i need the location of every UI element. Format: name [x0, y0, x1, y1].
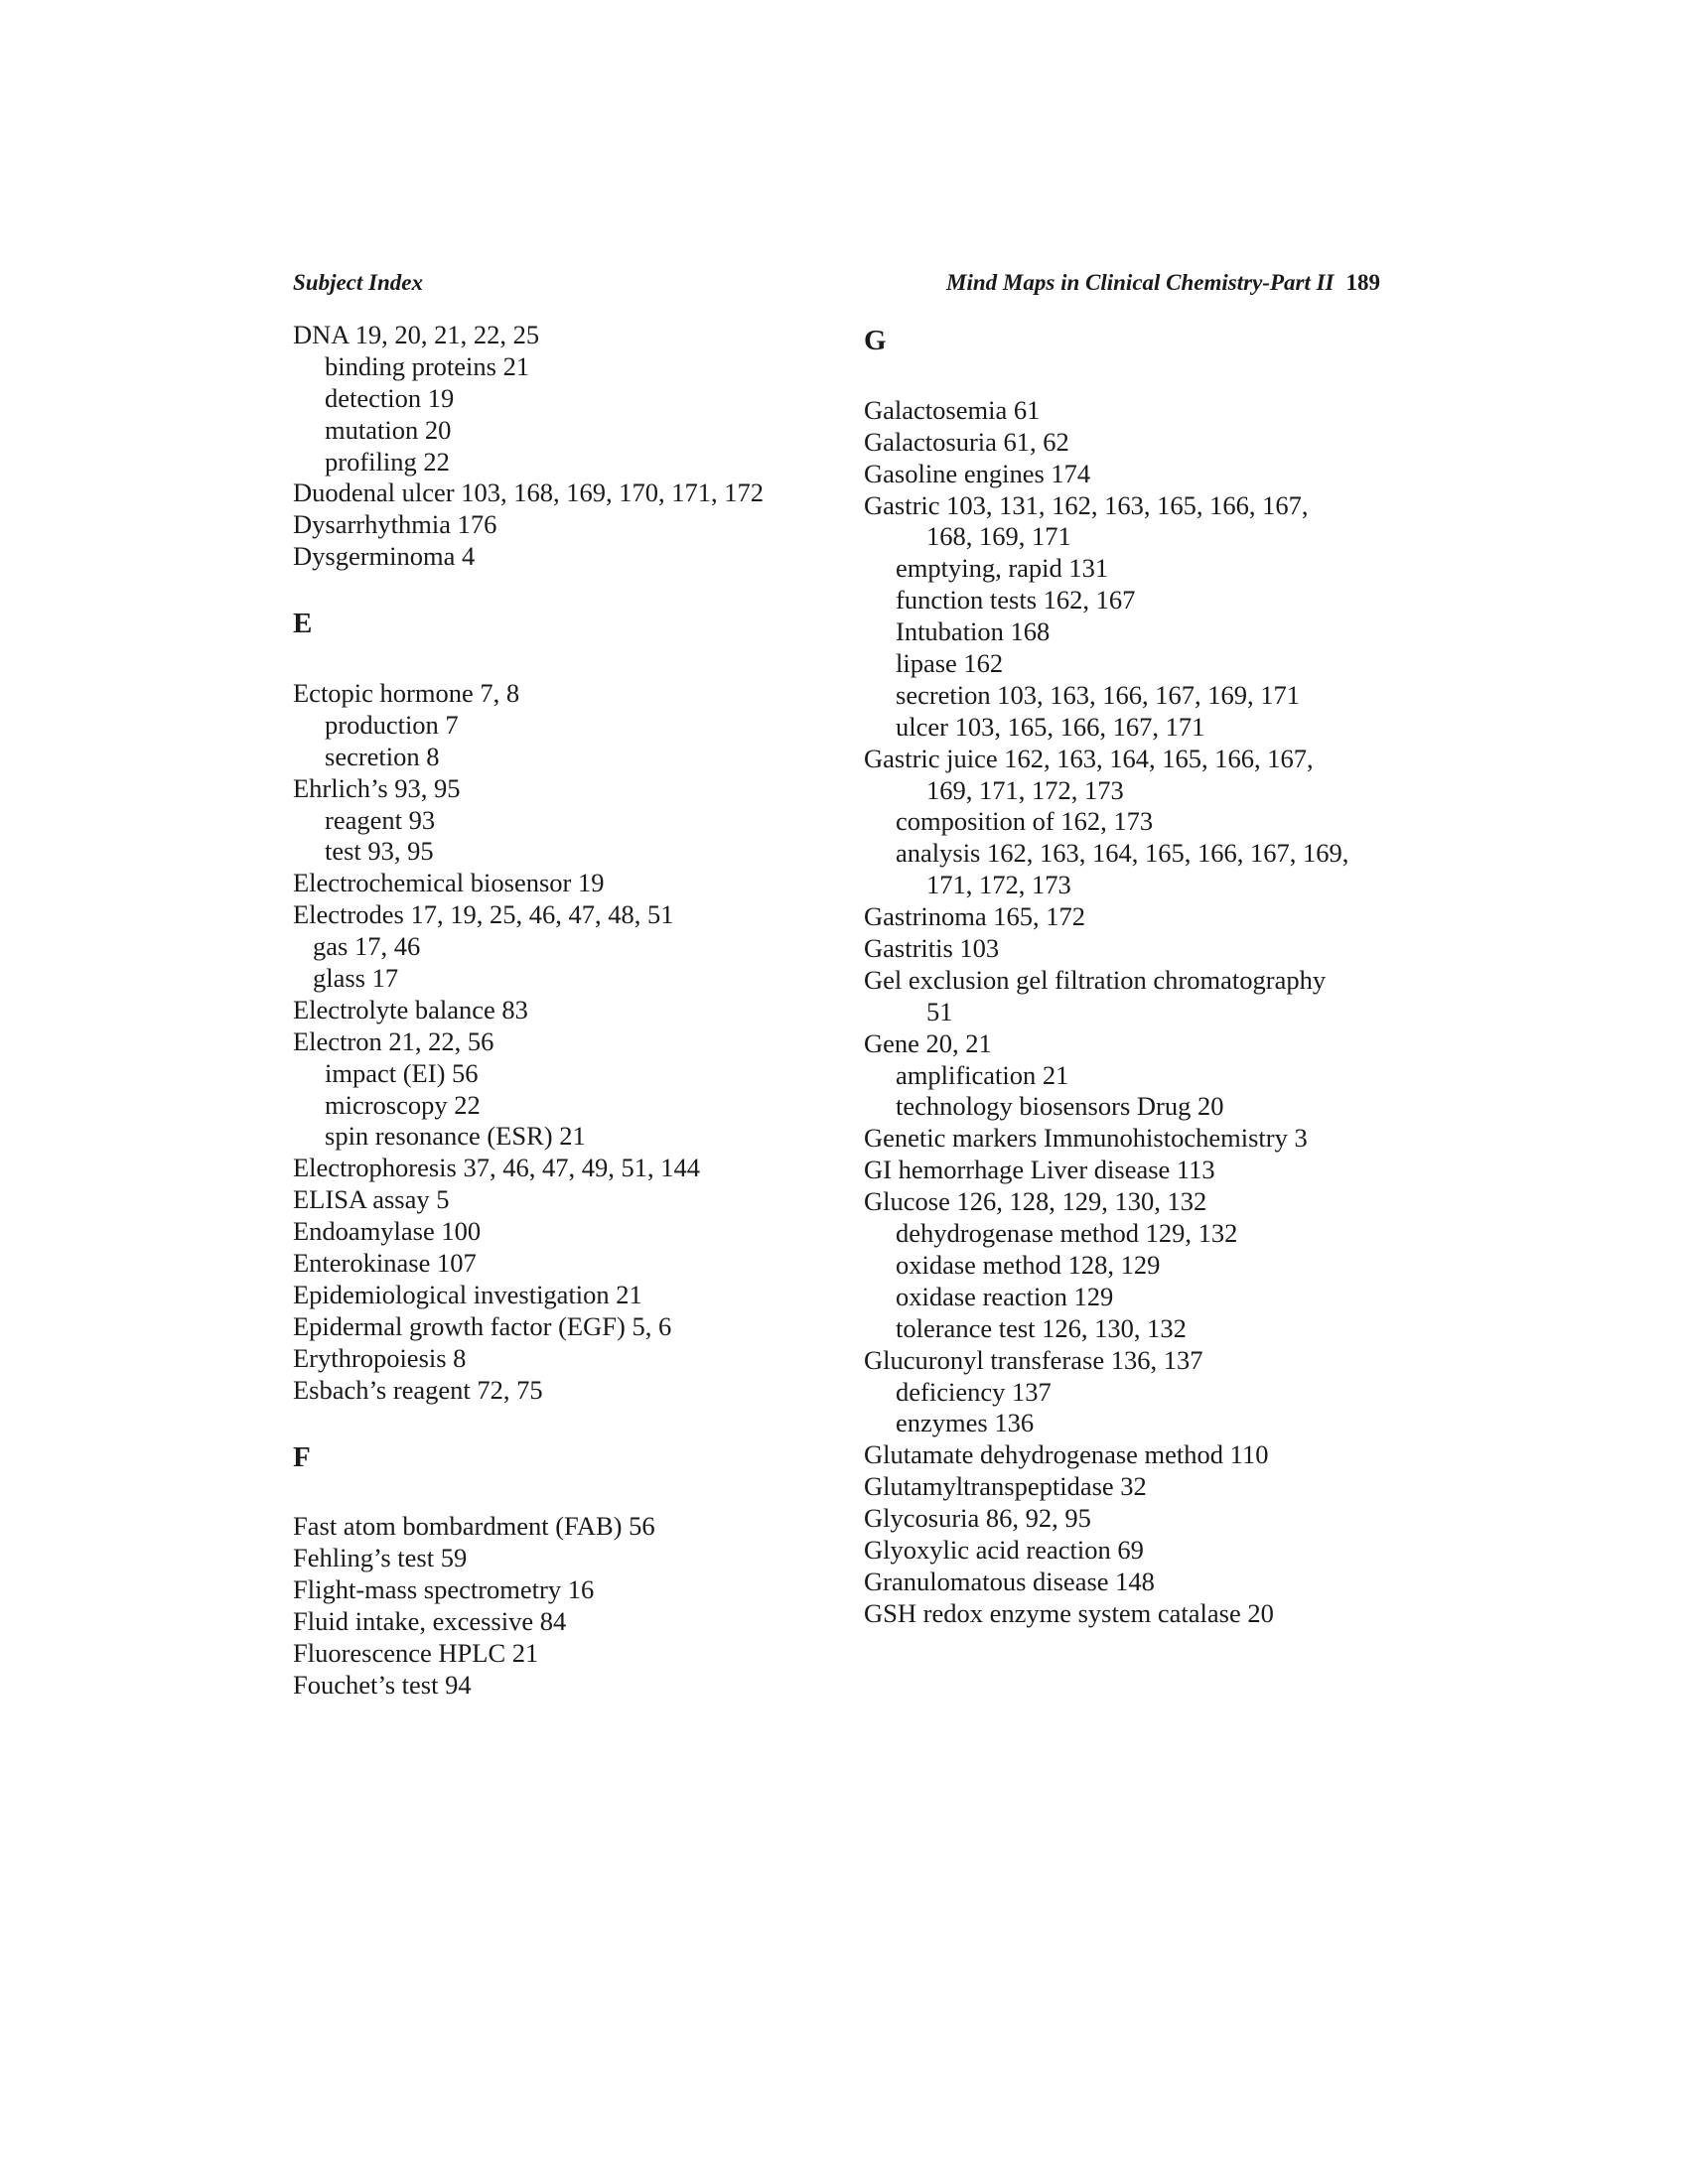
index-subentry: function tests 162, 167 — [896, 585, 1136, 615]
index-subentry: secretion 103, 163, 166, 167, 169, 171 — [896, 679, 1301, 710]
index-entry: Glyoxylic acid reaction 69 — [864, 1534, 1144, 1565]
index-entry: Ectopic hormone 7, 8 — [293, 678, 520, 709]
index-entry-continuation: 169, 171, 172, 173 — [926, 774, 1124, 805]
section-letter-heading: E — [293, 608, 313, 640]
index-entry: Glucuronyl transferase 136, 137 — [864, 1344, 1203, 1375]
index-entry: Esbach’s reagent 72, 75 — [293, 1374, 543, 1405]
index-entry-continuation: 51 — [926, 996, 953, 1026]
index-entry: Gasoline engines 174 — [864, 458, 1091, 488]
index-subentry: composition of 162, 173 — [896, 806, 1154, 837]
index-subentry: emptying, rapid 131 — [896, 553, 1109, 584]
index-subentry: lipase 162 — [896, 648, 1004, 679]
index-entry: Dysgerminoma 4 — [293, 541, 476, 572]
index-entry: DNA 19, 20, 21, 22, 25 — [293, 320, 540, 349]
index-subentry: analysis 162, 163, 164, 165, 166, 167, 169, — [896, 838, 1349, 869]
index-entry: Glutamate dehydrogenase method 110 — [864, 1439, 1269, 1470]
index-entry: Gastric 103, 131, 162, 163, 165, 166, 167, — [864, 489, 1309, 520]
index-entry: Electrophoresis 37, 46, 47, 49, 51, 144 — [293, 1153, 700, 1183]
index-entry: GI hemorrhage Liver disease 113 — [864, 1155, 1215, 1185]
section-letter-heading: F — [293, 1440, 311, 1473]
index-subentry: enzymes 136 — [896, 1408, 1035, 1438]
index-entry: Gene 20, 21 — [864, 1027, 992, 1058]
index-subentry: test 93, 95 — [325, 836, 434, 867]
page-header — [293, 270, 1380, 306]
index-subentry: binding proteins 21 — [325, 350, 530, 381]
index-subentry: amplification 21 — [896, 1059, 1069, 1090]
index-entry: Dysarrhythmia 176 — [293, 509, 497, 540]
running-head-right — [946, 270, 1380, 296]
index-entry: Electron 21, 22, 56 — [293, 1025, 494, 1056]
book-title: Mind Maps in Clinical Chemistry-Part II — [946, 270, 1335, 295]
index-entry: Genetic markers Immunohistochemistry 3 — [864, 1123, 1308, 1154]
index-entry-continuation: 171, 172, 173 — [926, 870, 1071, 900]
index-entry: Galactosuria 61, 62 — [864, 426, 1069, 457]
index-entry: Flight-mass spectrometry 16 — [293, 1574, 595, 1605]
index-entry: Duodenal ulcer 103, 168, 169, 170, 171, 172 — [293, 478, 764, 508]
index-subentry: Intubation 168 — [896, 616, 1051, 647]
index-subentry: microscopy 22 — [325, 1089, 481, 1120]
index-subentry: tolerance test 126, 130, 132 — [896, 1312, 1187, 1343]
index-subentry: deficiency 137 — [896, 1376, 1052, 1407]
index-entry: Gastrinoma 165, 172 — [864, 901, 1086, 932]
index-entry: Granulomatous disease 148 — [864, 1566, 1155, 1596]
index-entry: Fluid intake, excessive 84 — [293, 1606, 567, 1637]
index-subentry: secretion 8 — [325, 741, 440, 771]
index-entry: Endoamylase 100 — [293, 1216, 482, 1247]
index-subentry: glass 17 — [313, 963, 399, 994]
index-entry: Electrochemical biosensor 19 — [293, 868, 605, 898]
index-subentry: production 7 — [325, 709, 459, 740]
index-entry: Enterokinase 107 — [293, 1248, 477, 1279]
index-subentry: oxidase reaction 129 — [896, 1281, 1114, 1311]
index-column-right — [864, 320, 1390, 1630]
index-subentry: profiling 22 — [325, 446, 450, 477]
index-subentry: ulcer 103, 165, 166, 167, 171 — [896, 711, 1205, 742]
index-column-left — [293, 320, 839, 1702]
index-subentry: detection 19 — [325, 382, 455, 413]
index-subentry: impact (EI) 56 — [325, 1057, 479, 1088]
index-entry: Epidermal growth factor (EGF) 5, 6 — [293, 1310, 672, 1341]
index-entry: Fast atom bombardment (FAB) 56 — [293, 1511, 655, 1542]
index-subentry: dehydrogenase method 129, 132 — [896, 1218, 1238, 1249]
index-entry: Electrodes 17, 19, 25, 46, 47, 48, 51 — [293, 899, 674, 930]
index-subentry: spin resonance (ESR) 21 — [325, 1121, 586, 1152]
index-entry: Glucose 126, 128, 129, 130, 132 — [864, 1186, 1207, 1217]
index-entry: Fehling’s test 59 — [293, 1543, 468, 1573]
index-subentry: mutation 20 — [325, 414, 452, 445]
index-entry: Fouchet’s test 94 — [293, 1669, 472, 1700]
index-subentry: gas 17, 46 — [313, 931, 421, 962]
index-entry: Epidemiological investigation 21 — [293, 1279, 642, 1309]
index-subentry: technology biosensors Drug 20 — [896, 1091, 1224, 1122]
index-entry: Fluorescence HPLC 21 — [293, 1637, 539, 1668]
index-entry: Gel exclusion gel filtration chromatography — [864, 964, 1327, 995]
index-entry-continuation: 168, 169, 171 — [926, 521, 1071, 552]
index-entry: Gastric juice 162, 163, 164, 165, 166, 167, — [864, 743, 1314, 773]
section-letter-heading: G — [864, 325, 887, 356]
index-subentry: oxidase method 128, 129 — [896, 1249, 1161, 1280]
index-entry: Gastritis 103 — [864, 933, 1000, 964]
page-number: 189 — [1345, 270, 1380, 295]
index-entry: Electrolyte balance 83 — [293, 994, 528, 1024]
running-head-left: Subject Index — [293, 270, 423, 295]
index-entry: GSH redox enzyme system catalase 20 — [864, 1597, 1274, 1628]
index-subentry: reagent 93 — [325, 804, 436, 835]
index-entry: Galactosemia 61 — [864, 394, 1041, 425]
index-entry: Erythropoiesis 8 — [293, 1342, 467, 1373]
index-entry: Ehrlich’s 93, 95 — [293, 772, 461, 803]
index-entry: Glycosuria 86, 92, 95 — [864, 1503, 1091, 1534]
index-entry: ELISA assay 5 — [293, 1184, 450, 1215]
index-entry: Glutamyltranspeptidase 32 — [864, 1471, 1147, 1502]
